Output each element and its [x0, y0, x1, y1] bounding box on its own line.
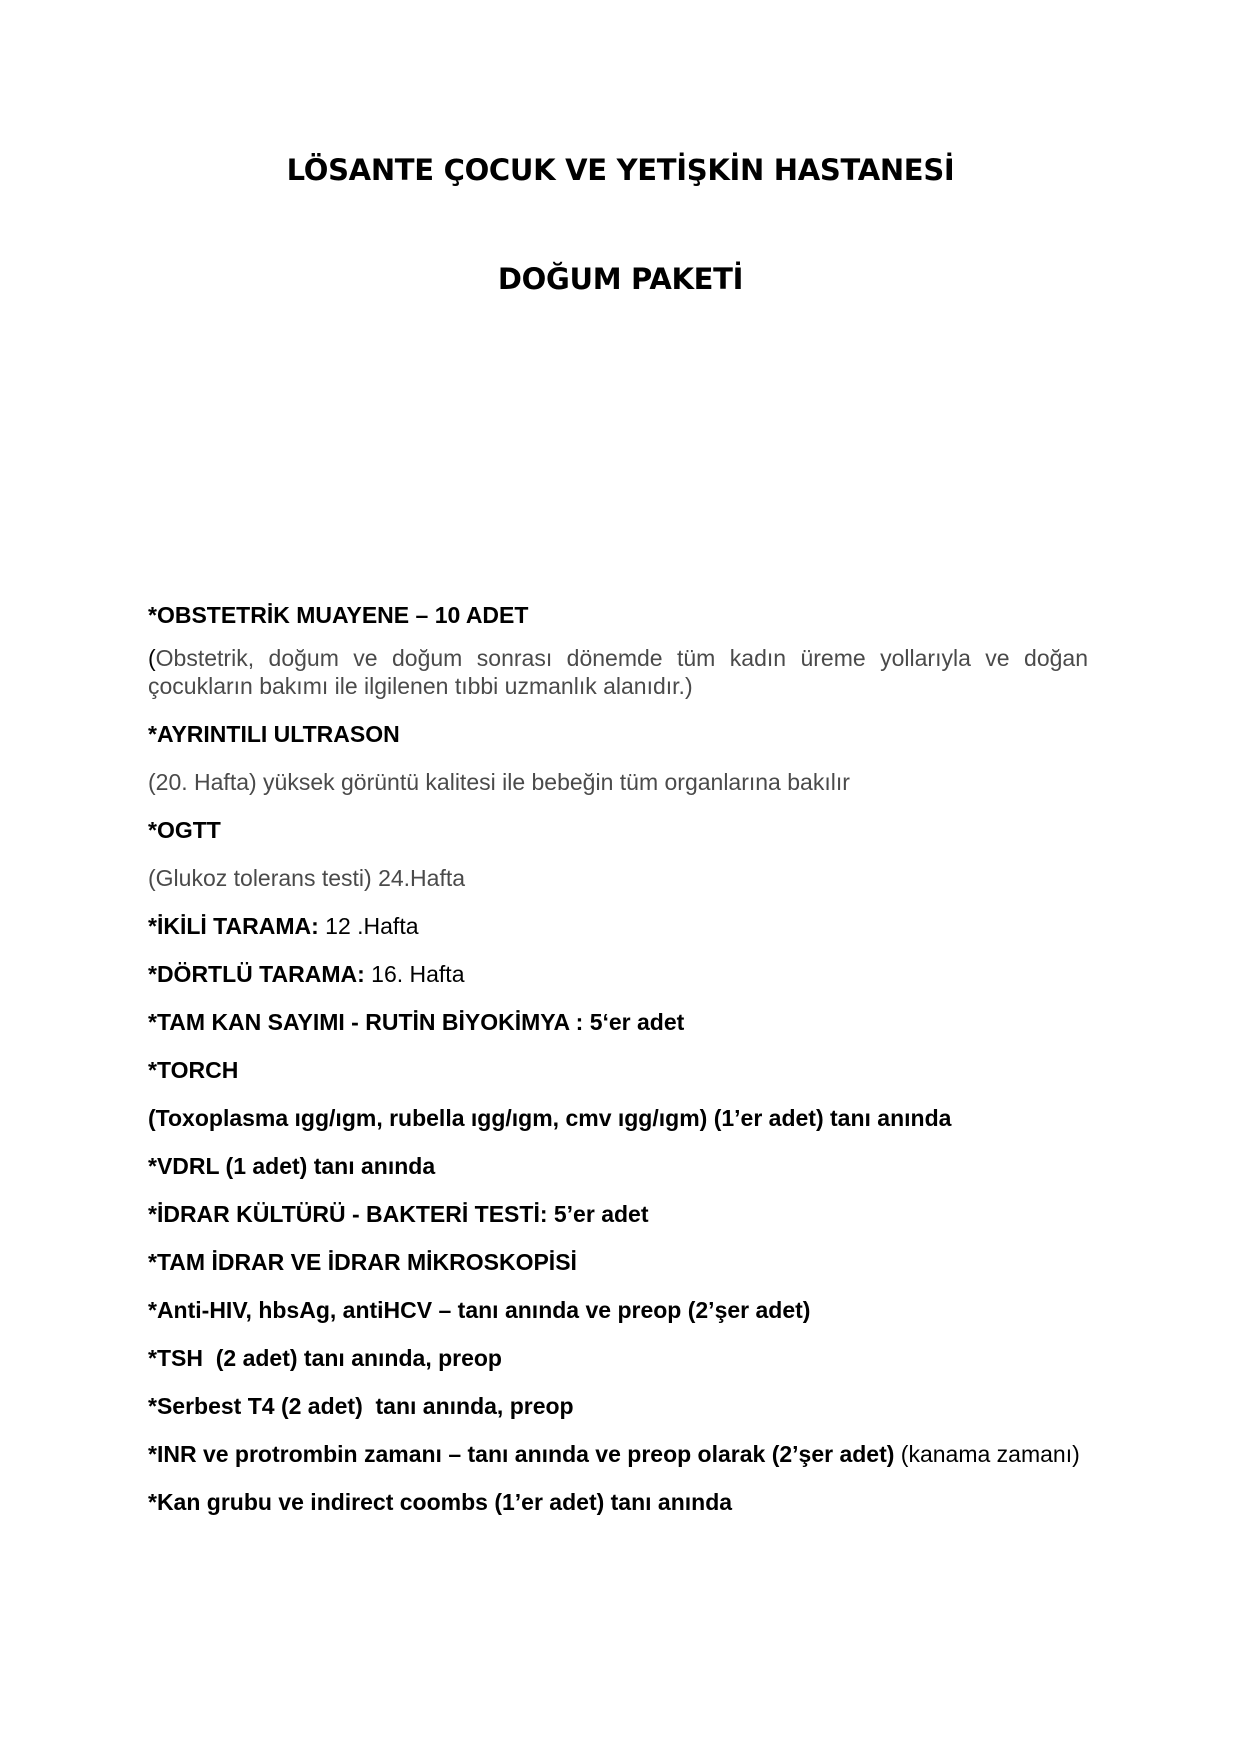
package-title-heading: DOĞUM PAKETİ: [497, 262, 744, 296]
list-item: [148, 720, 1088, 748]
item-kan-grubu: *Kan grubu ve indirect coombs (1’er adet) tanı anında: [148, 1489, 733, 1515]
item-kan-sayimi: *TAM KAN SAYIMI - RUTİN BİYOKİMYA : 5‘er adet: [148, 1009, 685, 1035]
list-item: [148, 1392, 1088, 1420]
item-obstetrik-desc: Obstetrik, doğum ve doğum sonrası dönemde tüm kadın üreme yollarıyla ve doğan çocukların bakımı ile ilgilenen tıbbi uzmanlık alanıdır.): [148, 645, 1088, 699]
list-item: [148, 1440, 1088, 1468]
item-ikili-value: 12 .Hafta: [318, 913, 419, 939]
item-serbest-t4: *Serbest T4 (2 adet) tanı anında, preop: [148, 1393, 574, 1419]
package-items-list: [148, 601, 1088, 1516]
item-obstetrik: *OBSTETRİK MUAYENE – 10 ADET: [148, 602, 529, 628]
item-description: [148, 768, 1088, 796]
list-item: [148, 601, 1088, 629]
item-ogtt: *OGTT: [148, 817, 221, 843]
list-item: [148, 1296, 1088, 1324]
list-item: [148, 816, 1088, 844]
item-ikili-label: *İKİLİ TARAMA:: [148, 913, 319, 939]
item-inr-note: (kanama zamanı): [894, 1441, 1080, 1467]
list-item: [148, 1104, 1088, 1132]
item-dortlu-label: *DÖRTLÜ TARAMA:: [148, 961, 365, 987]
item-torch-desc: (Toxoplasma ıgg/ıgm, rubella ıgg/ıgm, cmv ıgg/ıgm) (1’er adet) tanı anında: [148, 1105, 952, 1131]
hospital-name-heading: LÖSANTE ÇOCUK VE YETİŞKİN HASTANESİ: [286, 153, 955, 187]
list-item: [148, 960, 1088, 988]
item-tam-idrar: *TAM İDRAR VE İDRAR MİKROSKOPİSİ: [148, 1249, 577, 1275]
item-idrar-kultur: *İDRAR KÜLTÜRÜ - BAKTERİ TESTİ: 5’er adet: [148, 1201, 649, 1227]
list-item: [148, 1344, 1088, 1372]
item-ogtt-desc: (Glukoz tolerans testi) 24.Hafta: [148, 865, 466, 891]
item-description: [148, 644, 1088, 700]
list-item: [148, 912, 1088, 940]
item-tsh: *TSH (2 adet) tanı anında, preop: [148, 1345, 502, 1371]
item-ultrason-desc: (20. Hafta) yüksek görüntü kalitesi ile bebeğin tüm organlarına bakılır: [148, 769, 850, 795]
list-item: [148, 1152, 1088, 1180]
list-item: [148, 1056, 1088, 1084]
list-item: [148, 1488, 1088, 1516]
item-vdrl: *VDRL (1 adet) tanı anında: [148, 1153, 436, 1179]
list-item: [148, 1248, 1088, 1276]
item-description: [148, 864, 1088, 892]
item-dortlu-value: 16. Hafta: [364, 961, 465, 987]
list-item: [148, 1008, 1088, 1036]
item-inr: *INR ve protrombin zamanı – tanı anında ve preop olarak (2’şer adet): [148, 1441, 895, 1467]
desc-open-paren: (: [148, 645, 156, 671]
item-ultrason: *AYRINTILI ULTRASON: [148, 721, 400, 747]
item-anti-hiv: *Anti-HIV, hbsAg, antiHCV – tanı anında ve preop (2’şer adet): [148, 1297, 811, 1323]
item-torch: *TORCH: [148, 1057, 239, 1083]
list-item: [148, 1200, 1088, 1228]
